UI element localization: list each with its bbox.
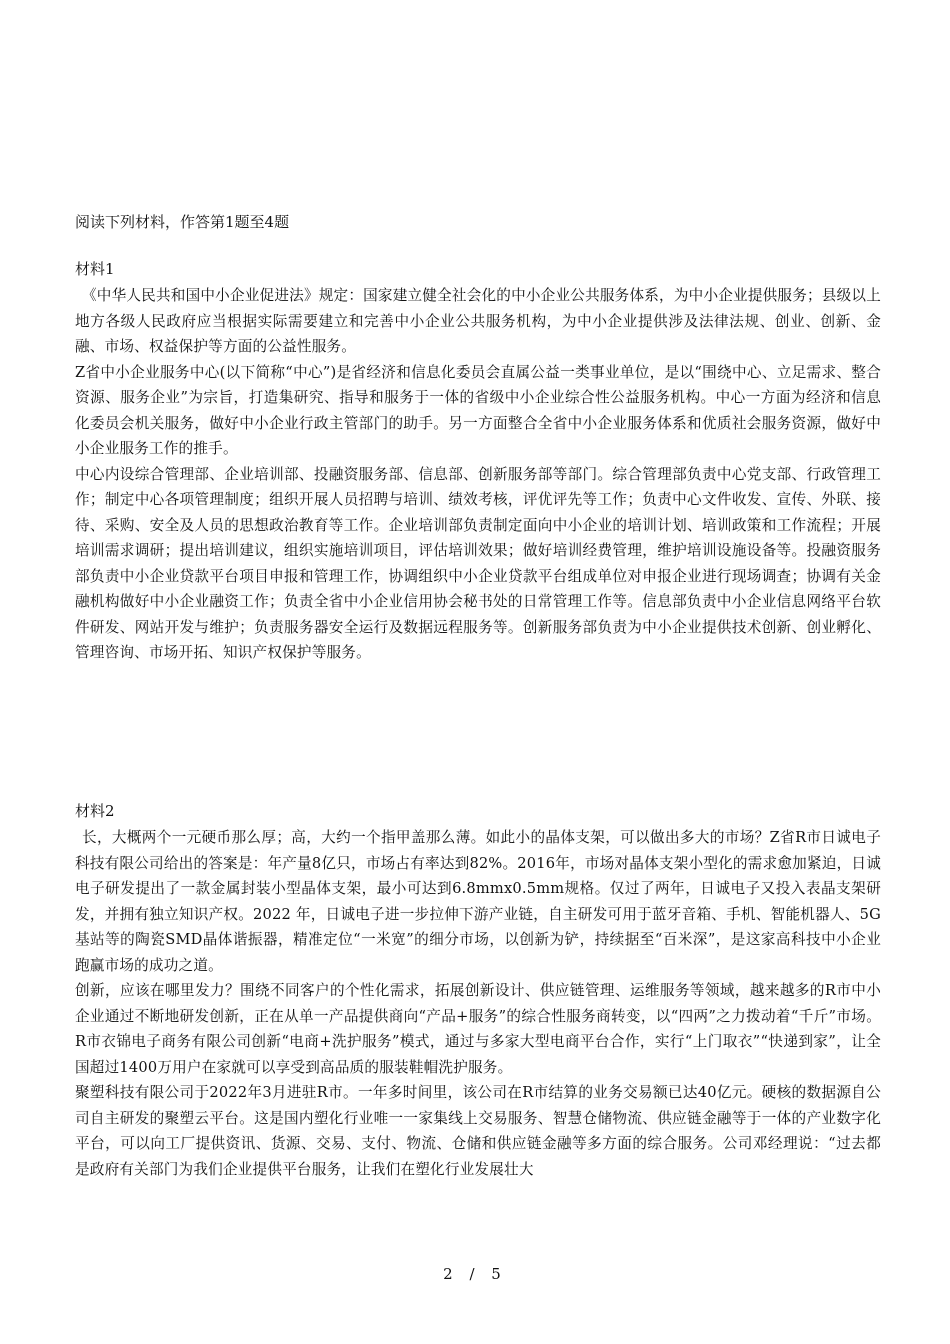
instruction-text: 阅读下列材料，作答第1题至4题 [75,213,290,231]
material-2-paragraph: 聚塑科技有限公司于2022年3月进驻R市。一年多时间里，该公司在R市结算的业务交易额已达40亿元。硬核的数据源自公司自主研发的聚塑云平台。这是国内塑化行业唯一一家集线上交易服务、智慧仓储物流、供应链金融等于一体的产业数字化平台，可以向工厂提供资讯、货源、交易、支付、物流、仓储和供应链金融等多方面的综合服务。公司邓经理说：“过去都是政府有关部门为我们企业提供平台服务，让我们在塑化行业发展壮大 [75,1084,881,1178]
material-1-paragraph: 《中华人民共和国中小企业促进法》规定：国家建立健全社会化的中小企业公共服务体系，为中小企业提供服务；县级以上地方各级人民政府应当根据实际需要建立和完善中小企业公共服务机构，为中小企业提供涉及法律法规、创业、创新、金融、市场、权益保护等方面的公益性服务。 [75,287,881,355]
material-1-paragraph: Z省中小企业服务中心(以下简称“中心”)是省经济和信息化委员会直属公益一类事业单位，是以“围绕中心、立足需求、整合资源、服务企业”为宗旨，打造集研究、指导和服务于一体的省级中小企业综合性公益服务机构。中心一方面为经济和信息化委员会机关服务，做好中小企业行政主管部门的助手。另一方面整合全省中小企业服务体系和优质社会服务资源，做好中小企业服务工作的推手。 [75,363,881,457]
material-2-title: 材料2 [75,802,115,820]
material-2-paragraph: 长，大概两个一元硬币那么厚；高，大约一个指甲盖那么薄。如此小的晶体支架，可以做出多大的市场？Z省R市日诚电子科技有限公司给出的答案是：年产量8亿只，市场占有率达到82%。2016年，市场对晶体支架小型化的需求愈加紧迫，日诚电子研发提出了一款金属封装小型晶体支架，最小可达到6.8mmx0.5mm规格。仅过了两年，日诚电子又投入表晶支架研发，并拥有独立知识产权。2022 年，日诚电子进一步拉伸下游产业链，自主研发可用于蓝牙音箱、手机、智能机器人、5G基站等的陶瓷SMD晶体谐振器，精准定位“一米宽”的细分市场，以创新为铲，持续据至“百米深”，是这家高科技中小企业跑赢市场的成功之道。 [75,829,881,974]
material-2-paragraph: 创新，应该在哪里发力？围绕不同客户的个性化需求，拓展创新设计、供应链管理、运维服务等领域，越来越多的R市中小企业通过不断地研发创新，正在从单一产品提供商向“产品+服务”的综合性服务商转变，以“四两”之力拨动着“千斤”市场。R市衣锦电子商务有限公司创新“电商+洗护服务”模式，通过与多家大型电商平台合作，实行“上门取衣”“快递到家”，让全国超过1400万用户在家就可以享受到高品质的服装鞋帽洗护服务。 [75,982,881,1076]
material-1-title: 材料1 [75,260,115,278]
material-1-section [75,258,881,666]
material-2-section [75,800,881,1182]
page-number: 2 / 5 [443,1265,507,1283]
material-1-paragraph: 中心内设综合管理部、企业培训部、投融资服务部、信息部、创新服务部等部门。综合管理部负责中心党支部、行政管理工作；制定中心各项管理制度；组织开展人员招聘与培训、绩效考核，评优评先等工作；负责中心文件收发、宣传、外联、接待、采购、安全及人员的思想政治教育等工作。企业培训部负责制定面向中小企业的培训计划、培训政策和工作流程；开展培训需求调研；提出培训建议，组织实施培训项目，评估培训效果；做好培训经费管理，维护培训设施设备等。投融资服务部负责中小企业贷款平台项目申报和管理工作，协调组织中小企业贷款平台组成单位对申报企业进行现场调查；协调有关金融机构做好中小企业融资工作；负责全省中小企业信用协会秘书处的日常管理工作等。信息部负责中小企业信息网络平台软件研发、网站开发与维护；负责服务器安全运行及数据远程服务等。创新服务部负责为中小企业提供技术创新、创业孵化、管理咨询、市场开拓、知识产权保护等服务。 [75,465,881,661]
